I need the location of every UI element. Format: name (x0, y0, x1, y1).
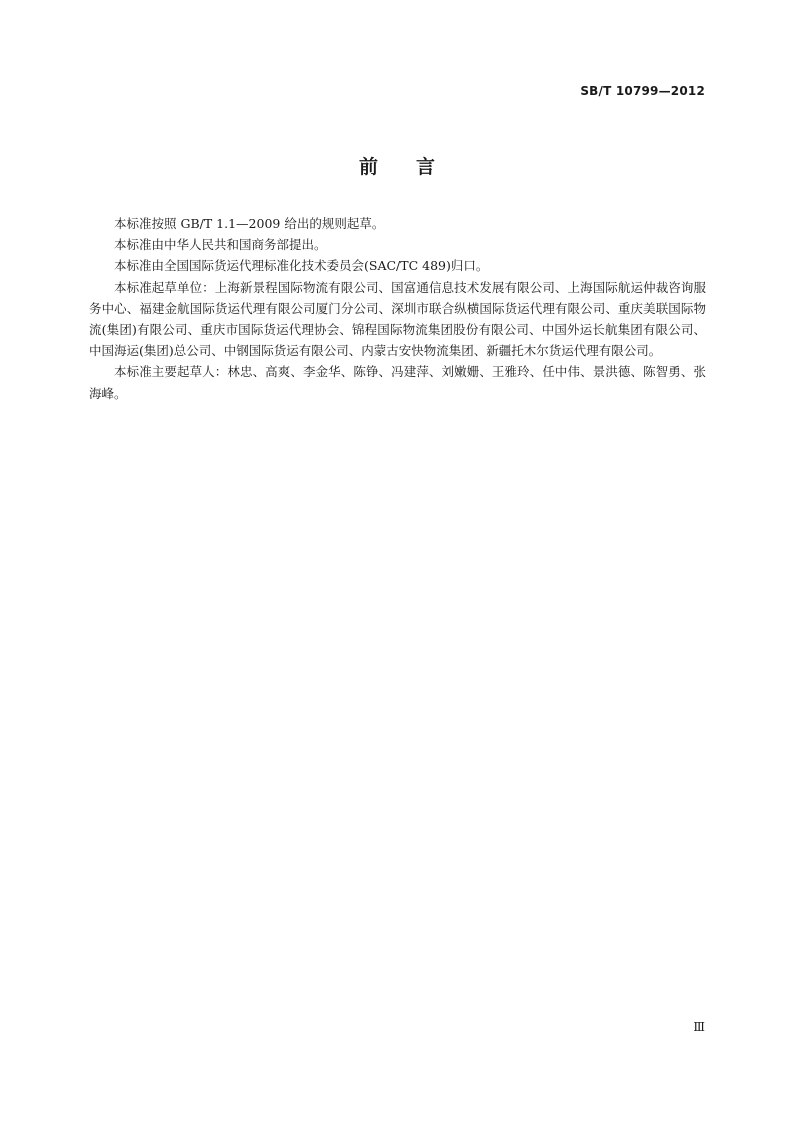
paragraph-drafting-units: 本标准起草单位：上海新景程国际物流有限公司、国富通信息技术发展有限公司、上海国际航运仲裁咨询服务中心、福建金航国际货运代理有限公司厦门分公司、深圳市联合纵横国际货运代理有限公司、重庆美联国际物流(集团)有限公司、重庆市国际货运代理协会、锦程国际物流集团股份有限公司、中国外运长航集团有限公司、中国海运(集团)总公司、中钢国际货运有限公司、内蒙古安快物流集团、新疆托木尔货运代理有限公司。 (89, 279, 706, 359)
paragraph-proposer: 本标准由中华人民共和国商务部提出。 (114, 237, 327, 253)
paragraph-committee: 本标准由全国国际货运代理标准化技术委员会(SAC/TC 489)归口。 (114, 258, 489, 274)
page-number: Ⅲ (693, 1020, 705, 1034)
foreword-body (89, 213, 706, 404)
page-title: 前 言 (358, 156, 435, 178)
paragraph-drafters: 本标准主要起草人：林忠、高爽、李金华、陈铮、冯建萍、刘嫩姗、王雅玲、任中伟、景洪德、陈智勇、张海峰。 (89, 364, 706, 401)
standard-code: SB/T 10799—2012 (580, 84, 705, 98)
paragraph-drafting-rules: 本标准按照 GB/T 1.1—2009 给出的规则起草。 (114, 216, 385, 231)
